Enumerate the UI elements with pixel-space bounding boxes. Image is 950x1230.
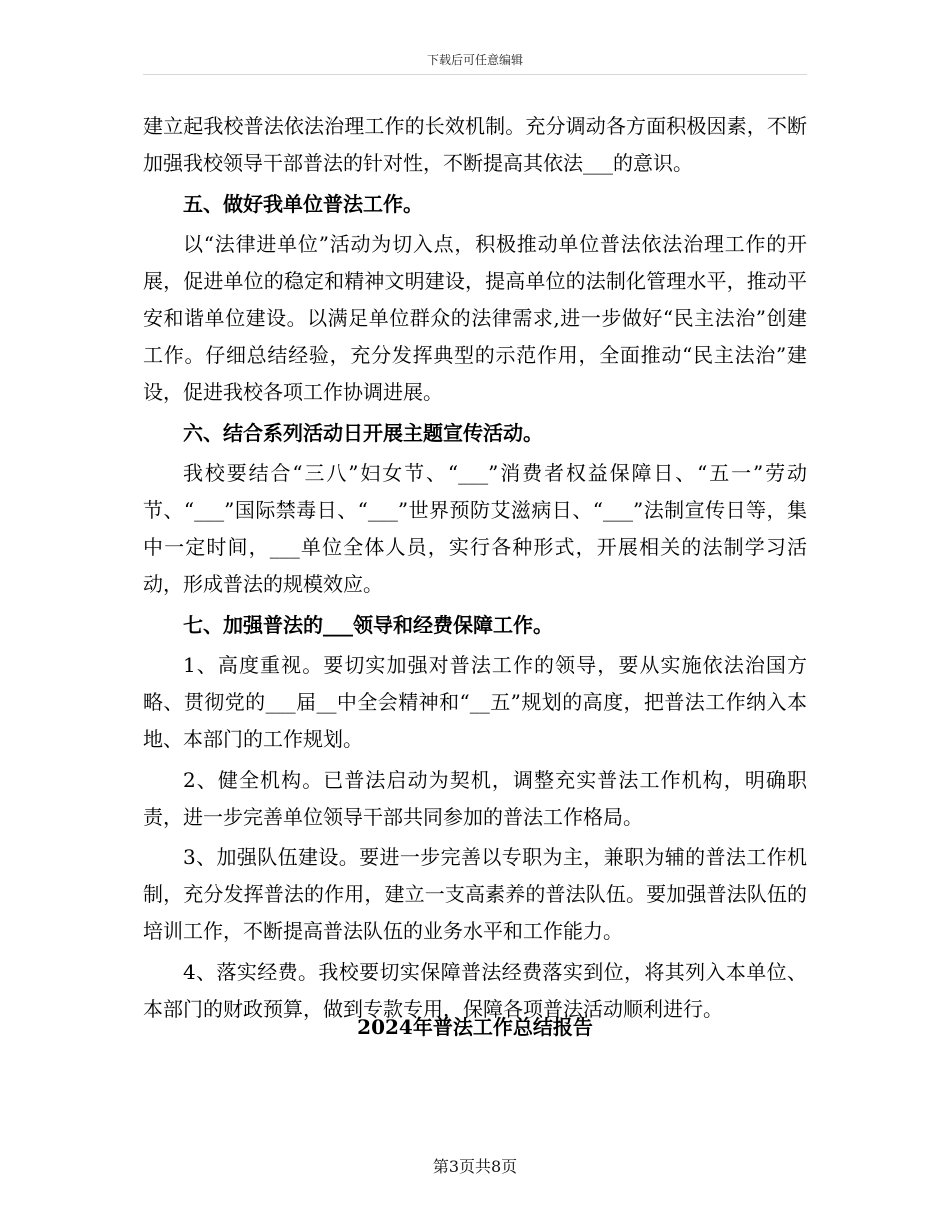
- paragraph-1: 建立起我校普法依法治理工作的长效机制。充分调动各方面积极因素，不断加强我校领导干部普法的针对性，不断提高其依法___的意识。: [143, 114, 807, 175]
- section-heading-5: 五、做好我单位普法工作。: [183, 191, 423, 216]
- section-heading-7: 七、加强普法的___领导和经费保障工作。: [183, 612, 553, 637]
- page-header: 下载后可任意编辑: [426, 53, 523, 67]
- item-3-paragraph: 3、加强队伍建设。要进一步完善以专职为主，兼职为辅的普法工作机制，充分发挥普法的作用，建立一支高素养的普法队伍。要加强普法队伍的培训工作，不断提高普法队伍的业务水平和工作能力。: [143, 845, 807, 943]
- paragraph-3: 我校要结合“三八”妇女节、“___”消费者权益保障日、“五一”劳动节、“___”国际禁毒日、“___”世界预防艾滋病日、“___”法制宣传日等，集中一定时间，___单位全体人员，实行各种形式，开展相关的法制学习活动，形成普法的规模效应。: [143, 461, 807, 596]
- page-footer: 第3页共8页: [432, 1157, 518, 1176]
- item-4-paragraph: 4、落实经费。我校要切实保障普法经费落实到位，将其列入本单位、本部门的财政预算，做到专款专用，保障各项普法活动顺利进行。: [143, 959, 807, 1021]
- item-1-paragraph: 1、高度重视。要切实加强对普法工作的领导，要从实施依法治国方略、贯彻党的___届__中全会精神和“__五”规划的高度，把普法工作纳入本地、本部门的工作规划。: [143, 653, 807, 751]
- header-divider: [143, 74, 807, 75]
- section-heading-6: 六、结合系列活动日开展主题宣传活动。: [183, 420, 543, 445]
- paragraph-2: 以“法律进单位”活动为切入点，积极推动单位普法依法治理工作的开展，促进单位的稳定和精神文明建设，提高单位的法制化管理水平，推动平安和谐单位建设。以满足单位群众的法律需求,进一步做好“民主法治”创建工作。仔细总结经验，充分发挥典型的示范作用，全面推动“民主法治”建设，促进我校各项工作协调进展。: [143, 232, 807, 404]
- document-body: [143, 108, 807, 1031]
- item-2-paragraph: 2、健全机构。已普法启动为契机，调整充实普法工作机构，明确职责，进一步完善单位领导干部共同参加的普法工作格局。: [143, 767, 807, 829]
- next-document-title: 2024年普法工作总结报告: [357, 1015, 593, 1039]
